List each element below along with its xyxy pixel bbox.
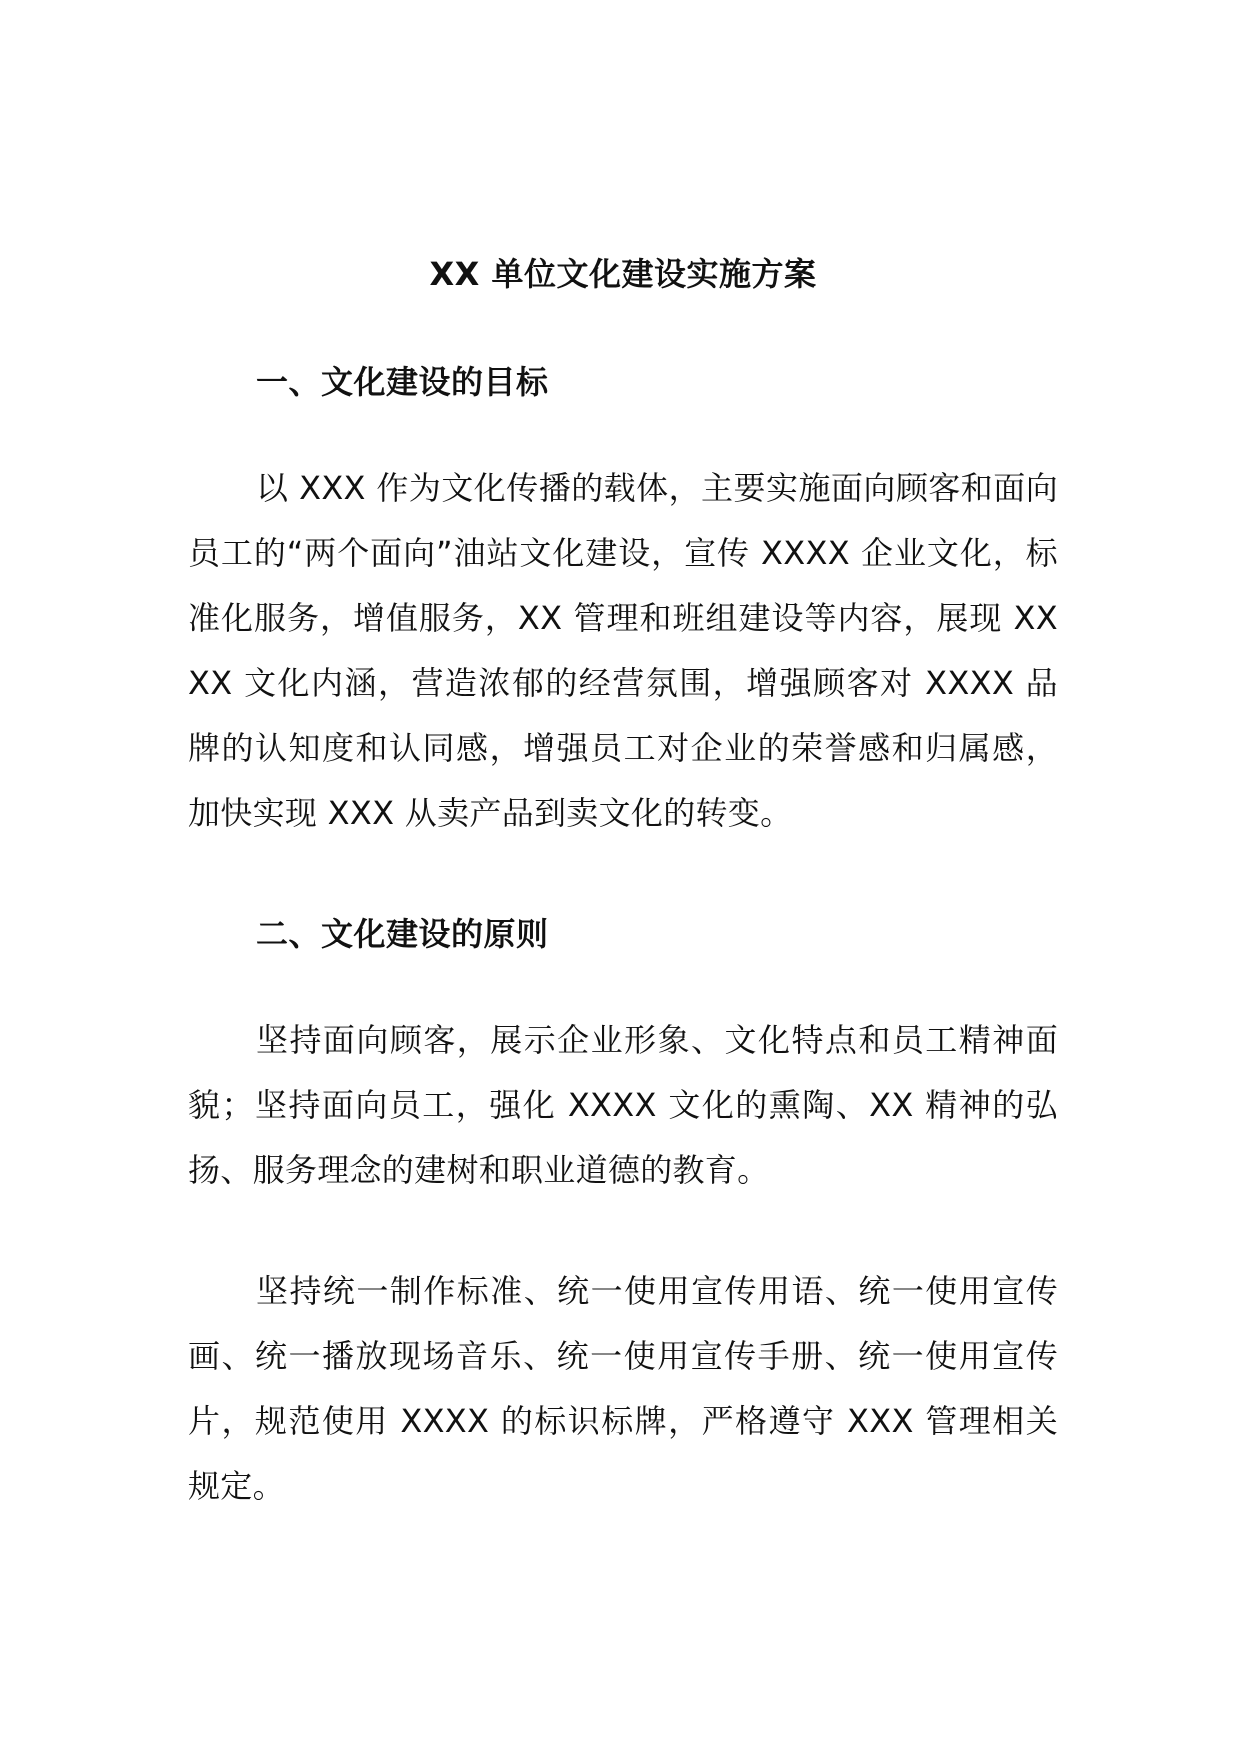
section-heading-principles: 二、文化建设的原则 [256,915,549,953]
section-heading-goals: 一、文化建设的目标 [256,363,549,401]
document-body [188,252,1058,1519]
paragraph-goals: 以 XXX 作为文化传播的载体，主要实施面向顾客和面向员工的“两个面向”油站文化建设，宣传 XXXX 企业文化，标准化服务，增值服务，XX 管理和班组建设等内容，展现 XXXX 文化内涵，营造浓郁的经营氛围，增强顾客对 XXXX 品牌的认知度和认同感，增强员工对企业的荣誉感和归属感，加快实现 XXX 从卖产品到卖文化的转变。 [188,469,1058,832]
paragraph-principles-1: 坚持面向顾客，展示企业形象、文化特点和员工精神面貌；坚持面向员工，强化 XXXX 文化的熏陶、XX 精神的弘扬、服务理念的建树和职业道德的教育。 [188,1021,1058,1189]
paragraph-principles-2: 坚持统一制作标准、统一使用宣传用语、统一使用宣传画、统一播放现场音乐、统一使用宣传手册、统一使用宣传片，规范使用 XXXX 的标识标牌，严格遵守 XXX 管理相关规定。 [188,1272,1058,1505]
document-title: XX 单位文化建设实施方案 [429,255,817,293]
